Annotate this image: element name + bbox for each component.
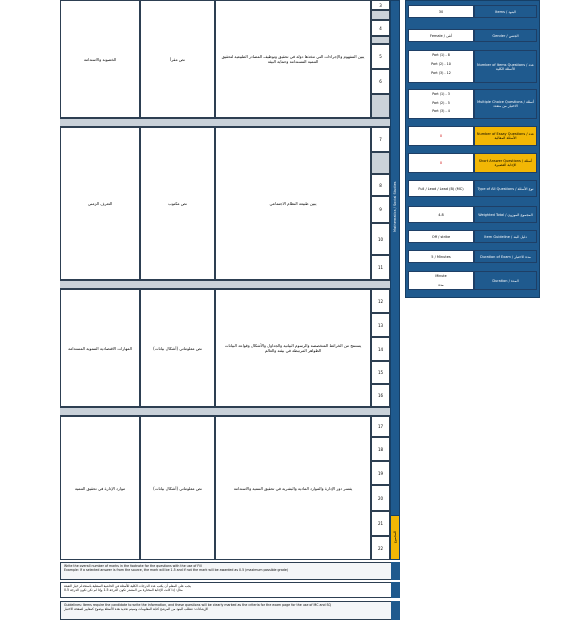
panel-line: Part (1) - 8 [432, 53, 450, 57]
panel-row-gender [408, 29, 537, 42]
row-4-label: موارد الإدارة في تحقيق التنمية [60, 416, 140, 560]
panel-row-mcq [408, 89, 537, 119]
item-number: 5 [379, 54, 382, 59]
panel-row-item-guideline [408, 230, 537, 243]
item-number: 6 [379, 79, 382, 84]
panel-value: 30 [408, 5, 474, 18]
footer-marker [391, 582, 400, 598]
row-2-item-num [371, 127, 390, 152]
row-4-type: نص معلوماتي (أشكال بيانات) [140, 416, 215, 560]
panel-row-duration-exam [408, 250, 537, 263]
row-separator [60, 118, 390, 127]
item-number: 9 [379, 207, 382, 212]
item-number: 11 [377, 265, 384, 270]
panel-value: Female / أنثى [408, 29, 474, 42]
panel-line: مدة [438, 282, 444, 287]
row-separator [60, 280, 390, 289]
row-2-label: التعرف الزمني [60, 127, 140, 280]
panel-label: Item Guideline / دليل البند [474, 230, 537, 243]
row-2-type: نص مكتوب [140, 127, 215, 280]
row-2-item-num [371, 255, 390, 280]
item-number: 15 [377, 370, 384, 375]
row-4-item-num [371, 437, 390, 461]
footer-marker [391, 562, 400, 580]
panel-value-list [408, 89, 474, 119]
panel-label: Items / البنود [474, 5, 537, 18]
footer-line: Example: If a selected answer is from the source, the mark will be 1.5 and if not the mark will be awarded as 0.5 (maximum possible grade) [64, 568, 289, 572]
panel-row-duration [408, 271, 537, 290]
row-2-task: يبين طبيعة النظام الاجتماعي [215, 127, 371, 280]
item-number: 8 [379, 182, 382, 188]
footer-line: مثال: إذا كانت الإجابة المختارة من المصدر تكون الدرجة 1.5 وإذا لم تكن تكون الدرجة 0.5 [64, 588, 183, 592]
panel-line: Part (1) - 3 [432, 92, 450, 96]
vertical-category-label: Mathematics / Social Studies [393, 181, 397, 232]
panel-value-list [408, 50, 474, 83]
item-number: 21 [377, 521, 384, 526]
footer-line: الإرشادات: تتطلب البنود من المرشح كتابة المعلومات وسيتم تحديد هذه الأسئلة بوضوح كمعايير لصفحة الاختبار [64, 607, 209, 611]
item-number: 10 [377, 236, 384, 242]
footer-line: يجب على المعلم أن يكتب عدد الدرجات الكلية للأسئلة في الحاشية السفلية باستخدام خيار التعبئة [64, 584, 191, 588]
row-3-item-num [371, 289, 390, 313]
panel-row-essay [408, 126, 537, 146]
row-4-item-num [371, 485, 390, 511]
row-4-item-num [371, 536, 390, 560]
item-number: 18 [377, 446, 384, 452]
panel-line: Part (2) - 5 [432, 100, 450, 105]
panel-label: Duration of Exam / مدة الاختبار [474, 250, 537, 263]
row-1-item-blank [371, 10, 390, 20]
panel-value-list [408, 271, 474, 290]
panel-line: Part (2) - 10 [431, 62, 451, 66]
row-3-item-num [371, 337, 390, 361]
panel-label: Gender / الجنس [474, 29, 537, 42]
item-number: 3 [379, 2, 382, 8]
row-1-item-num [371, 69, 390, 94]
footer-marker [391, 601, 400, 620]
row-4-item-num [371, 416, 390, 437]
panel-row-item-count [408, 50, 537, 83]
panel-line: Part (3) - 12 [431, 71, 451, 75]
footer-line: Write the overall number of marks in the footnote for the questions with the use of Fill [64, 564, 202, 568]
row-3-item-num [371, 313, 390, 337]
row-3-item-num [371, 361, 390, 384]
panel-label: Weighted Total / المجموع الموزون [474, 206, 537, 223]
item-number: 14 [377, 346, 384, 352]
panel-label: Short Answer Questions / أسئلة الإجابة القصيرة [474, 153, 537, 173]
row-1-item-blank [371, 36, 390, 44]
panel-row-items [408, 5, 537, 18]
item-number: 19 [377, 470, 384, 476]
footer-line: Guidelines: Items require the candidate to write the information, and these questions will be clearly marked as the criteria for the exam page for the use of MC and SQ [64, 603, 332, 607]
row-3-item-num [371, 384, 390, 407]
item-number: 7 [379, 137, 382, 142]
row-4-task: يفسر دور الإدارة والموارد المادية والبشرية في تحقيق التنمية والاستدامة [215, 416, 371, 560]
panel-value: 0 [408, 153, 474, 173]
row-3-label: المهارات الاقتصادية التنموية المستدامة [60, 289, 140, 407]
row-1-item-num [371, 0, 390, 10]
vertical-total-label: المجموع [393, 530, 397, 544]
row-4-item-num [371, 461, 390, 485]
item-number: 20 [377, 495, 384, 501]
panel-label: Multiple Choice Questions / أسئلة الاختيار من متعدد [474, 89, 537, 119]
panel-value: 4.8 [408, 206, 474, 223]
item-number: 22 [377, 545, 384, 551]
panel-value: Full / Lead / Lead (B) (MC) [408, 180, 474, 197]
row-2-item-blank [371, 152, 390, 174]
row-separator [60, 407, 390, 416]
row-1-label: الخصوبة والاستدامة [60, 0, 140, 118]
panel-value: Off / strike [408, 230, 474, 243]
footer-note-3 [60, 601, 400, 620]
panel-row-weighted-total [408, 206, 537, 223]
item-number: 4 [379, 25, 382, 31]
panel-value: 0 [408, 126, 474, 146]
panel-label: Number of Items Questions / عدد الأسئلة الكلية [474, 50, 537, 83]
row-2-item-num [371, 223, 390, 255]
footer-note-1 [60, 562, 400, 580]
panel-row-question-types [408, 180, 537, 197]
footer-note-2 [60, 582, 400, 598]
row-1-item-num [371, 20, 390, 36]
panel-line: Minute [435, 274, 447, 278]
row-1-task: يبين المفهوم والإجراءات التي تتخذها دولة في تحقيق وتوظيف المصادر الطبيعية لتحقيق التنمية المستدامة وحماية البيئة [215, 0, 371, 118]
row-1-item-num [371, 44, 390, 69]
item-number: 17 [377, 424, 384, 429]
panel-row-short-answer [408, 153, 537, 173]
panel-label: Duration / المدة [474, 271, 537, 290]
row-1-type: نص مقرأ [140, 0, 215, 118]
row-2-item-num [371, 174, 390, 196]
item-number: 16 [377, 393, 384, 398]
item-number: 12 [377, 298, 384, 304]
panel-value: 5 / Minutes [408, 250, 474, 263]
item-number: 13 [377, 322, 384, 328]
row-4-item-num [371, 511, 390, 536]
panel-line: Part (3) - 4 [432, 109, 450, 113]
row-3-type: نص معلوماتي (أشكال بيانات) [140, 289, 215, 407]
vertical-category-bar [390, 0, 400, 560]
panel-label: Type of All Questions / نوع الأسئلة [474, 180, 537, 197]
panel-label: Number of Essay Questions / عدد الأسئلة المقالية [474, 126, 537, 146]
row-3-task: يستنتج من الخرائط المتخصصة والرسوم البيانية والجداول والأشكال وقواعد البيانات الظواهر المرتبطة في بيئته والعالم [215, 289, 371, 407]
row-1-item-blank [371, 94, 390, 118]
row-2-item-num [371, 196, 390, 223]
